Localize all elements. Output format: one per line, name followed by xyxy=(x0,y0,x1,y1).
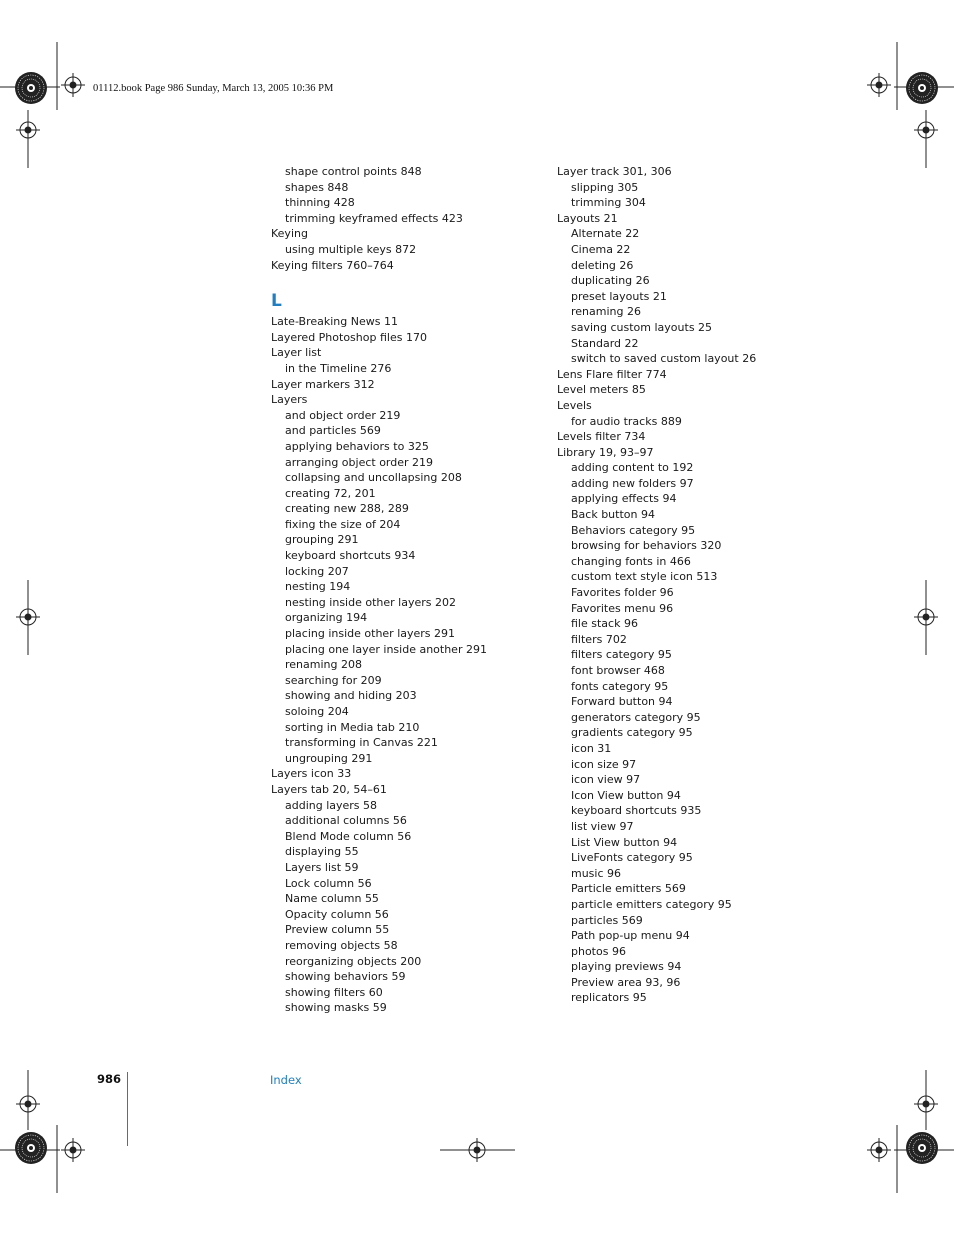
index-subentry: creating new 288, 289 xyxy=(285,502,409,516)
index-subentry: applying behaviors to 325 xyxy=(285,439,429,453)
index-entry: Layer markers 312 xyxy=(271,377,375,391)
index-subentry: organizing 194 xyxy=(285,611,368,625)
index-subentry: shapes 848 xyxy=(285,180,349,194)
index-subentry: showing behaviors 59 xyxy=(285,970,406,984)
index-subentry: gradients category 95 xyxy=(571,726,693,740)
index-subentry: Layers list 59 xyxy=(285,860,359,874)
index-subentry: Icon View button 94 xyxy=(571,788,681,802)
index-subentry: adding new folders 97 xyxy=(571,476,694,490)
index-subentry: trimming keyframed effects 423 xyxy=(285,211,463,225)
index-subentry: generators category 95 xyxy=(571,710,701,724)
index-subentry: Particle emitters 569 xyxy=(571,882,686,896)
index-subentry: soloing 204 xyxy=(285,705,349,718)
index-subentry: Blend Mode column 56 xyxy=(285,829,412,843)
index-entry: Library 19, 93–97 xyxy=(557,445,654,459)
index-subentry: nesting 194 xyxy=(285,580,351,594)
index-subentry: trimming 304 xyxy=(571,196,646,210)
index-subentry: in the Timeline 276 xyxy=(285,361,392,375)
index-subentry: list view 97 xyxy=(571,819,634,833)
index-subentry: renaming 208 xyxy=(285,658,362,672)
index-entry: Layered Photoshop files 170 xyxy=(271,330,427,344)
index-subentry: adding layers 58 xyxy=(285,798,378,812)
index-subentry: sorting in Media tab 210 xyxy=(285,720,420,734)
index-subentry: nesting inside other layers 202 xyxy=(285,595,456,609)
index-entry: Levels xyxy=(557,398,592,412)
index-subentry: photos 96 xyxy=(571,944,626,958)
index-subentry: creating 72, 201 xyxy=(285,486,376,500)
index-subentry: music 96 xyxy=(571,866,622,880)
index-subentry: icon 31 xyxy=(571,741,612,755)
index-subentry: and object order 219 xyxy=(285,408,401,422)
index-subentry: keyboard shortcuts 934 xyxy=(285,549,416,563)
index-entry: Keying xyxy=(271,227,308,241)
index-subentry: reorganizing objects 200 xyxy=(285,954,422,968)
index-subentry: collapsing and uncollapsing 208 xyxy=(285,471,462,485)
index-subentry: renaming 26 xyxy=(571,305,641,319)
page-number: 986 xyxy=(97,1072,122,1086)
index-subentry: changing fonts in 466 xyxy=(571,554,691,568)
index-subentry: displaying 55 xyxy=(285,845,359,859)
index-subentry: Favorites menu 96 xyxy=(571,601,674,615)
index-subentry: showing masks 59 xyxy=(285,1001,387,1015)
index-subentry: keyboard shortcuts 935 xyxy=(571,804,702,818)
index-subentry: font browser 468 xyxy=(571,664,665,677)
index-subentry: arranging object order 219 xyxy=(285,455,434,469)
index-subentry: filters category 95 xyxy=(571,648,672,662)
index-subentry: additional columns 56 xyxy=(285,814,407,828)
index-subentry: Preview column 55 xyxy=(285,923,390,937)
index-subentry: filters 702 xyxy=(571,632,627,646)
index-subentry: Alternate 22 xyxy=(571,227,640,241)
index-subentry: Name column 55 xyxy=(285,892,379,906)
index-subentry: fixing the size of 204 xyxy=(285,517,401,531)
index-subentry: LiveFonts category 95 xyxy=(571,851,693,865)
index-entry: Layers tab 20, 54–61 xyxy=(271,782,387,796)
index-entry: Layer track 301, 306 xyxy=(557,165,672,178)
index-subentry: grouping 291 xyxy=(285,533,359,547)
index-subentry: file stack 96 xyxy=(571,617,638,631)
index-subentry: playing previews 94 xyxy=(571,960,682,974)
index-subentry: showing and hiding 203 xyxy=(285,689,417,703)
index-subentry: ungrouping 291 xyxy=(285,751,373,765)
index-subentry: locking 207 xyxy=(285,564,349,578)
index-subentry: Forward button 94 xyxy=(571,695,673,709)
index-subentry: Lock column 56 xyxy=(285,876,372,890)
index-subentry: thinning 428 xyxy=(285,196,355,210)
index-entry: Lens Flare filter 774 xyxy=(557,367,667,381)
index-subentry: deleting 26 xyxy=(571,258,634,272)
index-entry: Late-Breaking News 11 xyxy=(271,315,398,329)
index-subentry: Cinema 22 xyxy=(571,242,631,256)
index-subentry: custom text style icon 513 xyxy=(571,570,718,584)
footer-section-label: Index xyxy=(270,1073,302,1087)
index-subentry: duplicating 26 xyxy=(571,274,650,288)
index-subentry: switch to saved custom layout 26 xyxy=(571,352,757,366)
index-entry: Layers xyxy=(271,393,308,407)
index-subentry: List View button 94 xyxy=(571,835,678,849)
index-subentry: for audio tracks 889 xyxy=(571,414,682,428)
index-subentry: Behaviors category 95 xyxy=(571,523,696,537)
print-slug: 01112.book Page 986 Sunday, March 13, 2005 10:36 PM xyxy=(93,83,334,94)
index-subentry: showing filters 60 xyxy=(285,985,383,999)
index-subentry: removing objects 58 xyxy=(285,938,398,952)
index-subentry: Favorites folder 96 xyxy=(571,586,674,600)
index-subentry: browsing for behaviors 320 xyxy=(571,539,722,553)
index-subentry: searching for 209 xyxy=(285,673,382,687)
index-entry: Layer list xyxy=(271,346,322,360)
index-subentry: using multiple keys 872 xyxy=(285,242,417,256)
index-entry: Levels filter 734 xyxy=(557,430,646,444)
index-subentry: replicators 95 xyxy=(571,991,647,1005)
index-subentry: icon view 97 xyxy=(571,773,641,787)
index-subentry: and particles 569 xyxy=(285,424,381,438)
index-column-left xyxy=(271,164,551,1016)
index-subentry: fonts category 95 xyxy=(571,679,669,693)
index-subentry: transforming in Canvas 221 xyxy=(285,736,438,750)
index-subentry: shape control points 848 xyxy=(285,165,422,178)
index-subentry: Back button 94 xyxy=(571,508,655,522)
index-subentry: Preview area 93, 96 xyxy=(571,975,681,989)
footer-rule xyxy=(127,1072,128,1146)
index-subentry: preset layouts 21 xyxy=(571,289,667,303)
index-subentry: particle emitters category 95 xyxy=(571,897,732,911)
index-subentry: applying effects 94 xyxy=(571,492,677,506)
index-subentry: icon size 97 xyxy=(571,757,637,771)
section-letter-heading: L xyxy=(271,291,282,312)
index-subentry: saving custom layouts 25 xyxy=(571,320,713,334)
index-entry: Keying filters 760–764 xyxy=(271,258,394,272)
index-subentry: adding content to 192 xyxy=(571,461,694,475)
index-entry: Level meters 85 xyxy=(557,383,646,397)
index-subentry: Standard 22 xyxy=(571,336,639,350)
index-subentry: placing inside other layers 291 xyxy=(285,627,456,641)
index-subentry: particles 569 xyxy=(571,913,643,927)
index-column-right xyxy=(557,164,857,1006)
index-subentry: Opacity column 56 xyxy=(285,907,389,921)
index-subentry: Path pop-up menu 94 xyxy=(571,929,690,943)
index-subentry: slipping 305 xyxy=(571,180,639,194)
index-subentry: placing one layer inside another 291 xyxy=(285,642,487,656)
index-entry: Layers icon 33 xyxy=(271,767,352,781)
index-entry: Layouts 21 xyxy=(557,211,618,225)
